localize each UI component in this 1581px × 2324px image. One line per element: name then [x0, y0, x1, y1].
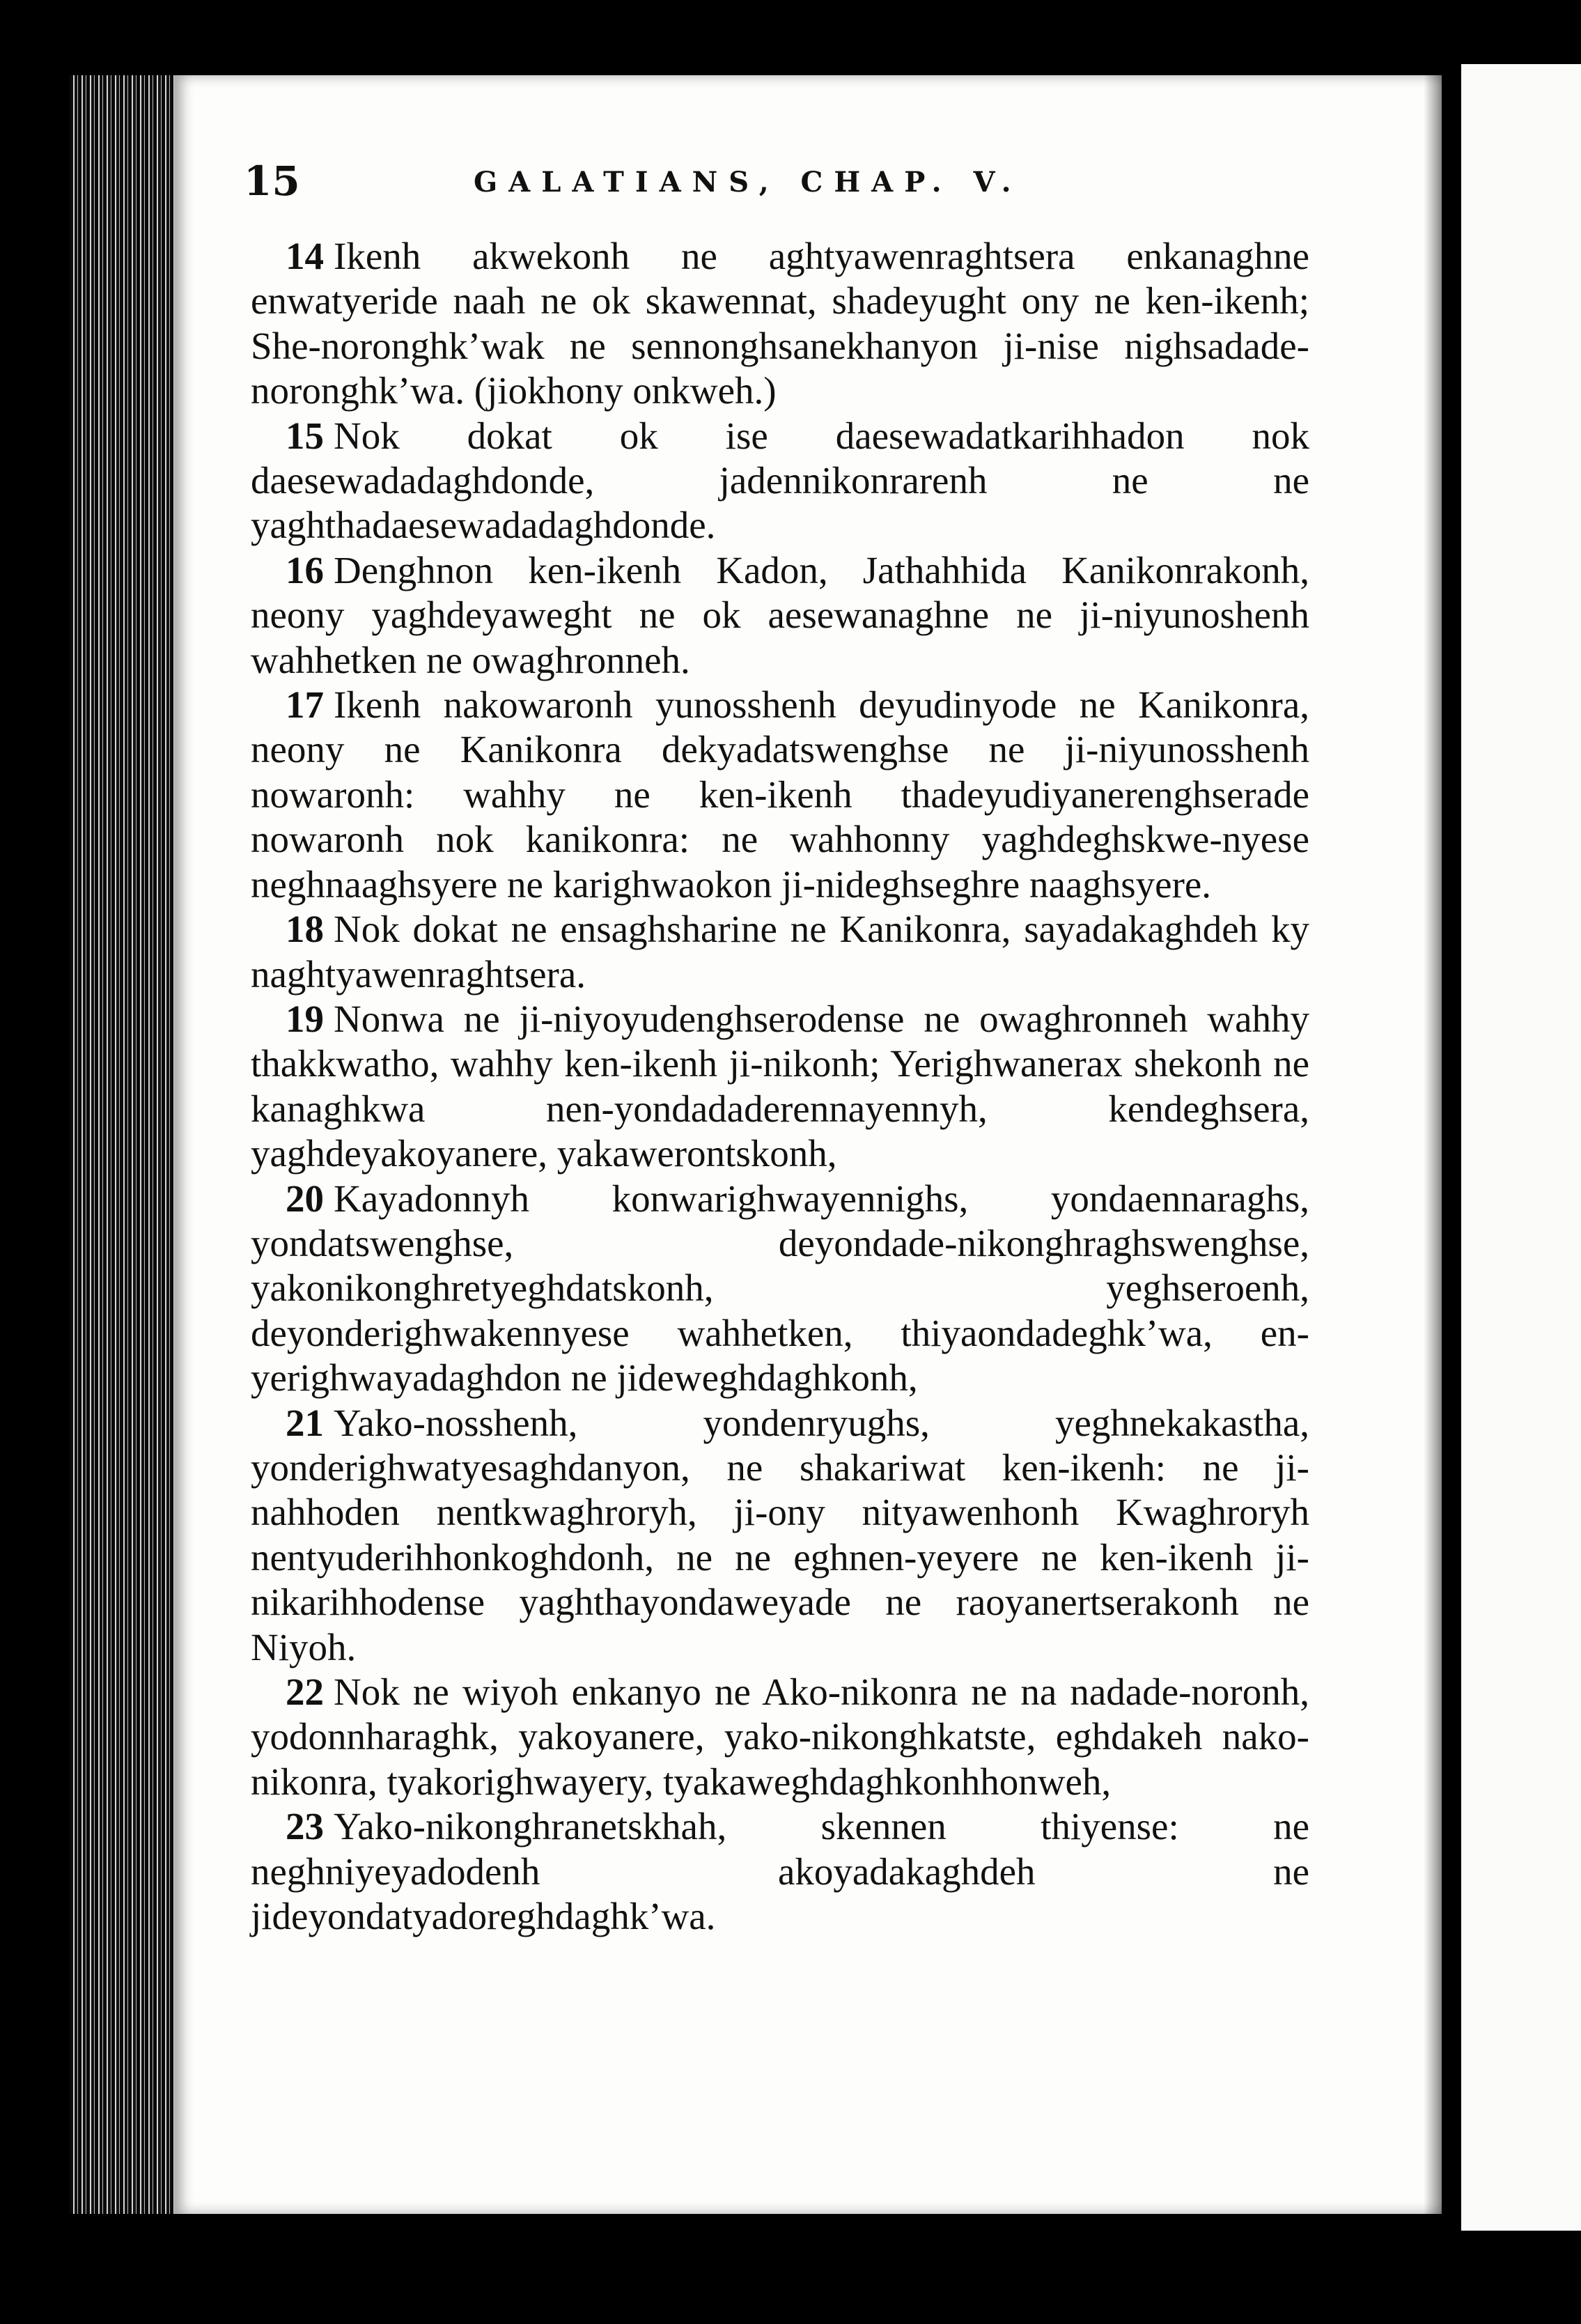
verse-text: Yako-nikonghranetskhah, skennen thiyense: ne neghniyeyadodenh akoyadakaghdeh ne jideyondatyadoreghdaghk’wa. — [251, 1805, 1309, 1938]
verse-text: Ikenh nakowaronh yunosshenh deyudinyode ne Kanikonra, neony ne Kanikonra dekyadatswenghse ne ji-niyunosshenh nowaronh: wahhy ne ken-ikenh thadeyudiyanerenghserade nowaronh nok kanikonra: ne wahhonny yaghdeghskwe-nyese neghnaaghsyere ne karighwaokon ji-nideghseghre naaghsyere. — [251, 683, 1309, 906]
verse-16 — [251, 548, 1309, 683]
verse-text: Kayadonnyh konwarighwayennighs, yondaennaraghs, yondatswenghse, deyondade-nikonghraghswenghse, yakonikonghretyeghdatskonh, yeghseroenh, deyonderighwakennyese wahhetken, thiyaondadeghk’wa, en-yerighwayadaghdon ne jideweghdaghkonh, — [251, 1177, 1309, 1400]
verse-number: 20 — [286, 1177, 324, 1220]
verse-text: Nok dokat ok ise daesewadatkarihhadon nok daesewadadaghdonde, jadennikonrarenh ne ne yaghthadaesewadadaghdonde. — [251, 414, 1309, 547]
verse-text: Denghnon ken-ikenh Kadon, Jathahhida Kanikonrakonh, neony yaghdeyaweght ne ok aesewanaghne ne ji-niyunoshenh wahhetken ne owaghronneh. — [251, 548, 1309, 681]
book-page — [174, 75, 1442, 2214]
page-number: 15 — [244, 157, 300, 205]
verse-text: Yako-nosshenh, yondenryughs, yeghnekakastha, yonderighwatyesaghdanyon, ne shakariwat ken-ikenh: ne ji-nahhoden nentkwaghroryh, ji-ony nityawenhonh Kwaghroryh nentyuderihhonkoghdonh, ne ne eghnen-yeyere ne ken-ikenh ji-nikarihhodense yaghthayondaweyade ne raoyanertserakonh ne Niyoh. — [251, 1401, 1309, 1668]
running-title: GALATIANS, CHAP. V. — [474, 166, 1022, 199]
verse-number: 18 — [286, 908, 324, 951]
verse-text: Nonwa ne ji-niyoyudenghserodense ne owaghronneh wahhy thakkwatho, wahhy ken-ikenh ji-nikonh; Yerighwanerax shekonh ne kanaghkwa nen-yondadaderennayennyh, kendeghsera, yaghdeyakoyanere, yakawerontskonh, — [251, 997, 1309, 1175]
book-leaf-edges — [70, 75, 174, 2214]
verse-number: 16 — [286, 548, 324, 591]
verse-23 — [251, 1804, 1309, 1939]
verse-text: Ikenh akwekonh ne aghtyawenraghtsera enkanaghne enwatyeride naah ne ok skawennat, shadeyught ony ne ken-ikenh; She-noronghk’wak ne sennonghsanekhanyon ji-nise nighsadade-noronghk’wa. (jiokhony onkweh.) — [251, 235, 1309, 412]
gutter-shadow — [1424, 75, 1442, 2214]
verse-number: 23 — [286, 1805, 324, 1848]
verse-17 — [251, 683, 1309, 907]
verse-number: 14 — [286, 235, 324, 277]
verse-number: 21 — [286, 1401, 324, 1444]
verse-22 — [251, 1670, 1309, 1804]
verse-14 — [251, 234, 1309, 414]
running-head — [244, 157, 1261, 220]
verse-15 — [251, 414, 1309, 548]
verse-21 — [251, 1401, 1309, 1670]
verse-19 — [251, 997, 1309, 1177]
verse-text: Nok dokat ne ensaghsharine ne Kanikonra, sayadakaghdeh ky naghtyawenraghtsera. — [251, 908, 1309, 996]
verse-text: Nok ne wiyoh enkanyo ne Ako-nikonra ne na nadade-noronh, yodonnharaghk, yakoyanere, yako-nikonghkatste, eghdakeh nako-nikonra, tyakorighwayery, tyakaweghdaghkonhhonweh, — [251, 1671, 1309, 1803]
facing-page-edge — [1461, 64, 1581, 2231]
verse-text-block — [251, 234, 1309, 1939]
page-gap — [1442, 64, 1461, 2231]
verse-number: 19 — [286, 997, 324, 1040]
verse-18 — [251, 907, 1309, 997]
verse-number: 22 — [286, 1671, 324, 1713]
verse-number: 17 — [286, 683, 324, 727]
verse-number: 15 — [286, 414, 324, 457]
verse-20 — [251, 1177, 1309, 1401]
